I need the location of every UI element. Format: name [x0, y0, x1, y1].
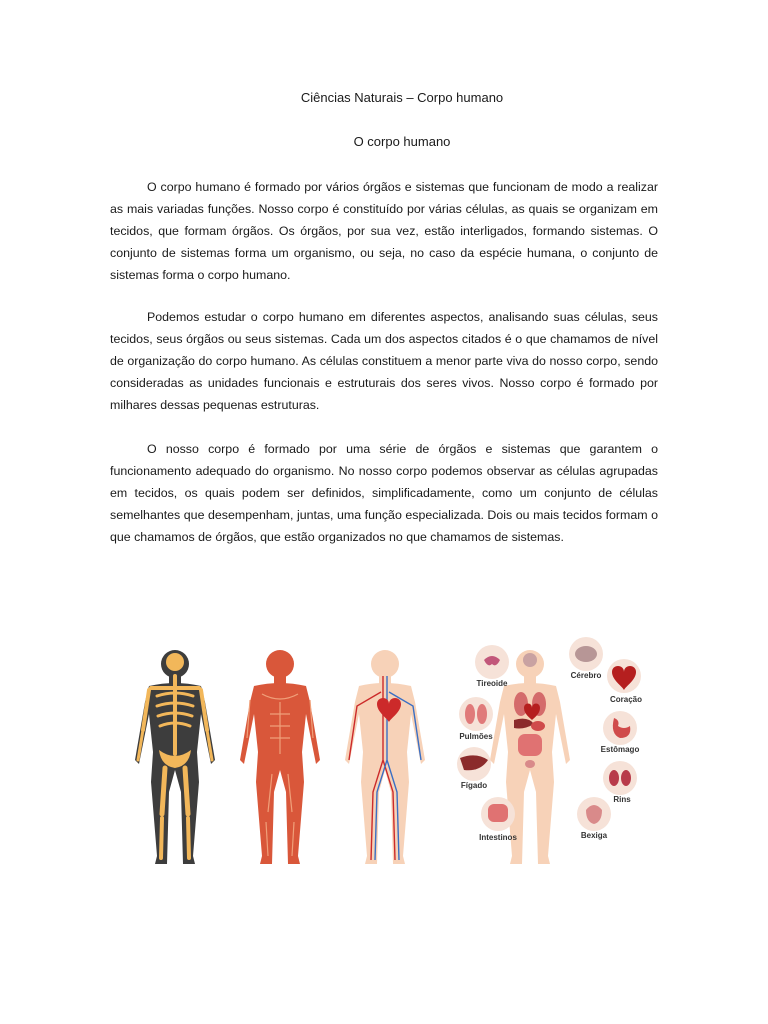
kidneys-icon	[609, 770, 619, 786]
paragraph-1: O corpo humano é formado por vários órgãos e sistemas que funcionam de modo a realizar as mais variadas funções. Nosso corpo é constituído por várias células, as quais se organizam em tecidos, que formam órgãos. Os órgãos, por sua vez, estão interligados, formando sistemas. O conjunto de sistemas forma um organismo, ou seja, no caso da espécie humana, o conjunto de sistemas forma o corpo humano.	[110, 180, 658, 282]
callout-pulmoes	[459, 697, 493, 741]
skeleton-figure	[135, 650, 215, 864]
section-subtitle: O corpo humano	[353, 134, 451, 149]
paragraph-2: Podemos estudar o corpo humano em diferentes aspectos, analisando suas células, seus tecidos, seus órgãos ou seus sistemas. Cada um dos aspectos citados é o que chamamos de nível de organização do corpo humano. As células constituem a menor parte viva do nosso corpo, sendo consideradas as unidades funcionais e estruturais dos seres vivos. Nosso corpo é formado por milhares dessas pequenas estruturas.	[110, 310, 658, 412]
label-rins: Rins	[613, 795, 631, 804]
label-tireoide: Tireoide	[476, 679, 508, 688]
label-estomago: Estômago	[600, 745, 640, 754]
callout-tireoide	[475, 645, 509, 688]
label-coracao: Coração	[609, 695, 643, 704]
page-title: Ciências Naturais – Corpo humano	[300, 90, 504, 105]
callout-bexiga	[577, 797, 611, 840]
skeleton-bones	[138, 653, 212, 858]
label-intestinos: Intestinos	[479, 833, 517, 842]
callout-figado	[457, 747, 491, 790]
label-bexiga: Bexiga	[580, 831, 608, 840]
label-cerebro: Cérebro	[570, 671, 602, 680]
lungs-icon	[465, 704, 475, 724]
callout-rins	[603, 761, 637, 804]
muscle-body-shape	[240, 650, 320, 864]
callout-coracao	[607, 659, 642, 704]
label-pulmoes: Pulmões	[459, 732, 493, 741]
brain-icon	[575, 646, 597, 662]
circulatory-figure	[345, 650, 425, 864]
intestines-icon	[488, 804, 508, 822]
callout-cerebro	[569, 637, 603, 680]
callout-estomago	[601, 711, 640, 754]
paragraph-3: O nosso corpo é formado por uma série de órgãos e sistemas que garantem o funcionamento adequado do organismo. No nosso corpo podemos observar as células agrupadas em tecidos, os quais podem ser definidos, simplificadamente, como um conjunto de células semelhantes que desempenham, juntas, uma função especializada. Dois ou mais tecidos formam o que chamamos de órgãos, que estão organizados no que chamamos de sistemas.	[110, 442, 658, 544]
human-body-systems-illustration	[120, 630, 650, 870]
label-figado: Fígado	[460, 781, 488, 790]
skin-body-shape	[345, 650, 425, 864]
muscular-figure	[240, 650, 320, 864]
